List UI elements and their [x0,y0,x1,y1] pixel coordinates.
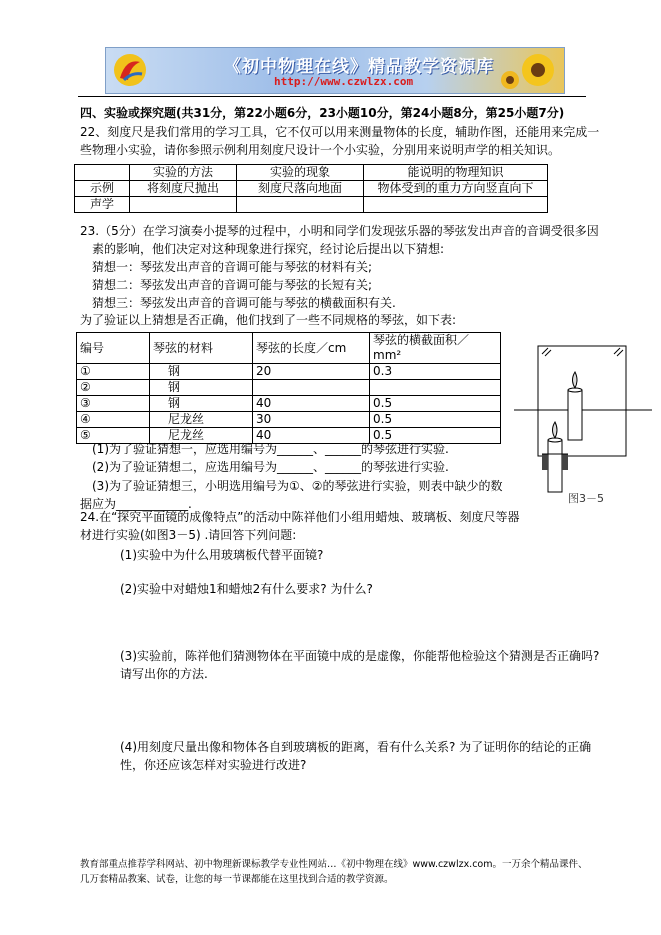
banner-title: 《初中物理在线》精品教学资源库 [224,57,494,77]
q22-line2: 些物理小实验，请你参照示例利用刻度尺设计一个小实验，分别用来说明声学的相关知识。 [80,143,561,157]
table-row [77,380,501,396]
q23-guess2: 猜想二：琴弦发出声音的音调可能与琴弦的长短有关; [92,278,373,292]
table-cell: 声学 [75,197,130,213]
section-heading: 四、实验或探究题(共31分，第22小题6分，23小题10分，第24小题8分，第25小题7分) [80,106,565,120]
table-header-cell: 编号 [77,333,150,364]
q24-p4a: (4)用刻度尺量出像和物体各自到玻璃板的距离，看有什么关系? 为了证明你的结论的正确 [120,740,592,754]
table-row [75,197,548,213]
table-cell: 0.5 [370,412,501,428]
table-cell: 40 [253,428,370,444]
q24-p4b: 性，你还应该怎样对实验进行改进? [120,758,307,772]
table-cell: 钢 [150,364,253,380]
table-cell: 钢 [150,380,253,396]
table-header-cell: 琴弦的材料 [150,333,253,364]
answer-cell[interactable] [237,197,364,213]
table-cell: 刻度尺落向地面 [237,181,364,197]
table-header-row [75,165,548,181]
q24-p3a: (3)实验前，陈祥他们猜测物体在平面镜中成的是虚像，你能帮他检验这个猜测是否正确吗? [120,649,600,663]
table-header-cell: 能说明的物理知识 [364,165,548,181]
q24-p3b: 请写出你的方法. [120,667,208,681]
table-cell: ③ [77,396,150,412]
table-cell: 40 [253,396,370,412]
footer-line2: 几万套精品教案、试卷，让您的每一节课都能在这里找到合适的教学资源。 [80,874,394,885]
table-cell: 钢 [150,396,253,412]
footer-line1: 教育部重点推荐学科网站、初中物理新课标教学专业性网站…《初中物理在线》www.czwlzx.com。一万余个精品课件、 [80,859,588,870]
table-header-cell: 琴弦的长度／cm [253,333,370,364]
figure-caption: 图3－5 [568,492,604,505]
header-banner [105,47,565,94]
table-cell [370,380,501,396]
q23-table [76,332,501,444]
answer-cell[interactable] [130,197,237,213]
table-row [77,396,501,412]
q23-line3: 为了验证以上猜想是否正确，他们找到了一些不同规格的琴弦，如下表: [80,313,457,327]
q23-guess1: 猜想一：琴弦发出声音的音调可能与琴弦的材料有关; [92,260,373,274]
table-cell: 尼龙丝 [150,412,253,428]
table-header-cell: 琴弦的横截面积／mm² [370,333,501,364]
q23-sub1: (1)为了验证猜想一，应选用编号为______、______的琴弦进行实验. [92,442,449,456]
table-cell: 30 [253,412,370,428]
table-cell: 示例 [75,181,130,197]
mirror-candle-figure [512,340,654,510]
table-cell: ④ [77,412,150,428]
table-header-row [77,333,501,364]
q23-guess3: 猜想三：琴弦发出声音的音调可能与琴弦的横截面积有关. [92,296,396,310]
table-cell: ⑤ [77,428,150,444]
sunflower-icon [498,50,558,91]
q22-table [74,164,548,213]
banner-url[interactable]: http://www.czwlzx.com [274,75,414,88]
table-cell: 物体受到的重力方向竖直向下 [364,181,548,197]
header-rule [78,96,586,97]
table-cell: 0.5 [370,428,501,444]
q24-p2: (2)实验中对蜡烛1和蜡烛2有什么要求? 为什么? [120,582,373,596]
table-row [75,181,548,197]
answer-cell[interactable] [364,197,548,213]
q24-line2: 材进行实验(如图3－5) .请回答下列问题: [80,528,297,542]
table-row [77,412,501,428]
q23-line1: 23.（5分）在学习演奏小提琴的过程中，小明和同学们发现弦乐器的琴弦发出声音的音调受很多因 [80,224,599,238]
table-header-cell: 实验的方法 [130,165,237,181]
table-header-cell [75,165,130,181]
table-row [77,364,501,380]
table-cell: 0.3 [370,364,501,380]
q24-p1: (1)实验中为什么用玻璃板代替平面镜? [120,548,324,562]
q23-sub3b: 据应为____________. [80,497,192,511]
table-cell: ② [77,380,150,396]
table-cell: 尼龙丝 [150,428,253,444]
q22-line1: 22、刻度尺是我们常用的学习工具，它不仅可以用来测量物体的长度，辅助作图，还能用来完成一 [80,125,600,139]
q23-line2: 素的影响，他们决定对这种现象进行探究，经讨论后提出以下猜想: [92,242,445,256]
table-header-cell: 实验的现象 [237,165,364,181]
q24-line1: 24.在“探究平面镜的成像特点”的活动中陈祥他们小组用蜡烛、玻璃板、刻度尺等器 [80,510,520,524]
table-cell: 20 [253,364,370,380]
logo-icon [112,52,148,88]
table-cell [253,380,370,396]
table-cell: ① [77,364,150,380]
q23-sub2: (2)为了验证猜想二，应选用编号为______、______的琴弦进行实验. [92,460,449,474]
table-cell: 0.5 [370,396,501,412]
table-cell: 将刻度尺抛出 [130,181,237,197]
q23-sub3a: (3)为了验证猜想三，小明选用编号为①、②的琴弦进行实验，则表中缺少的数 [92,479,503,493]
